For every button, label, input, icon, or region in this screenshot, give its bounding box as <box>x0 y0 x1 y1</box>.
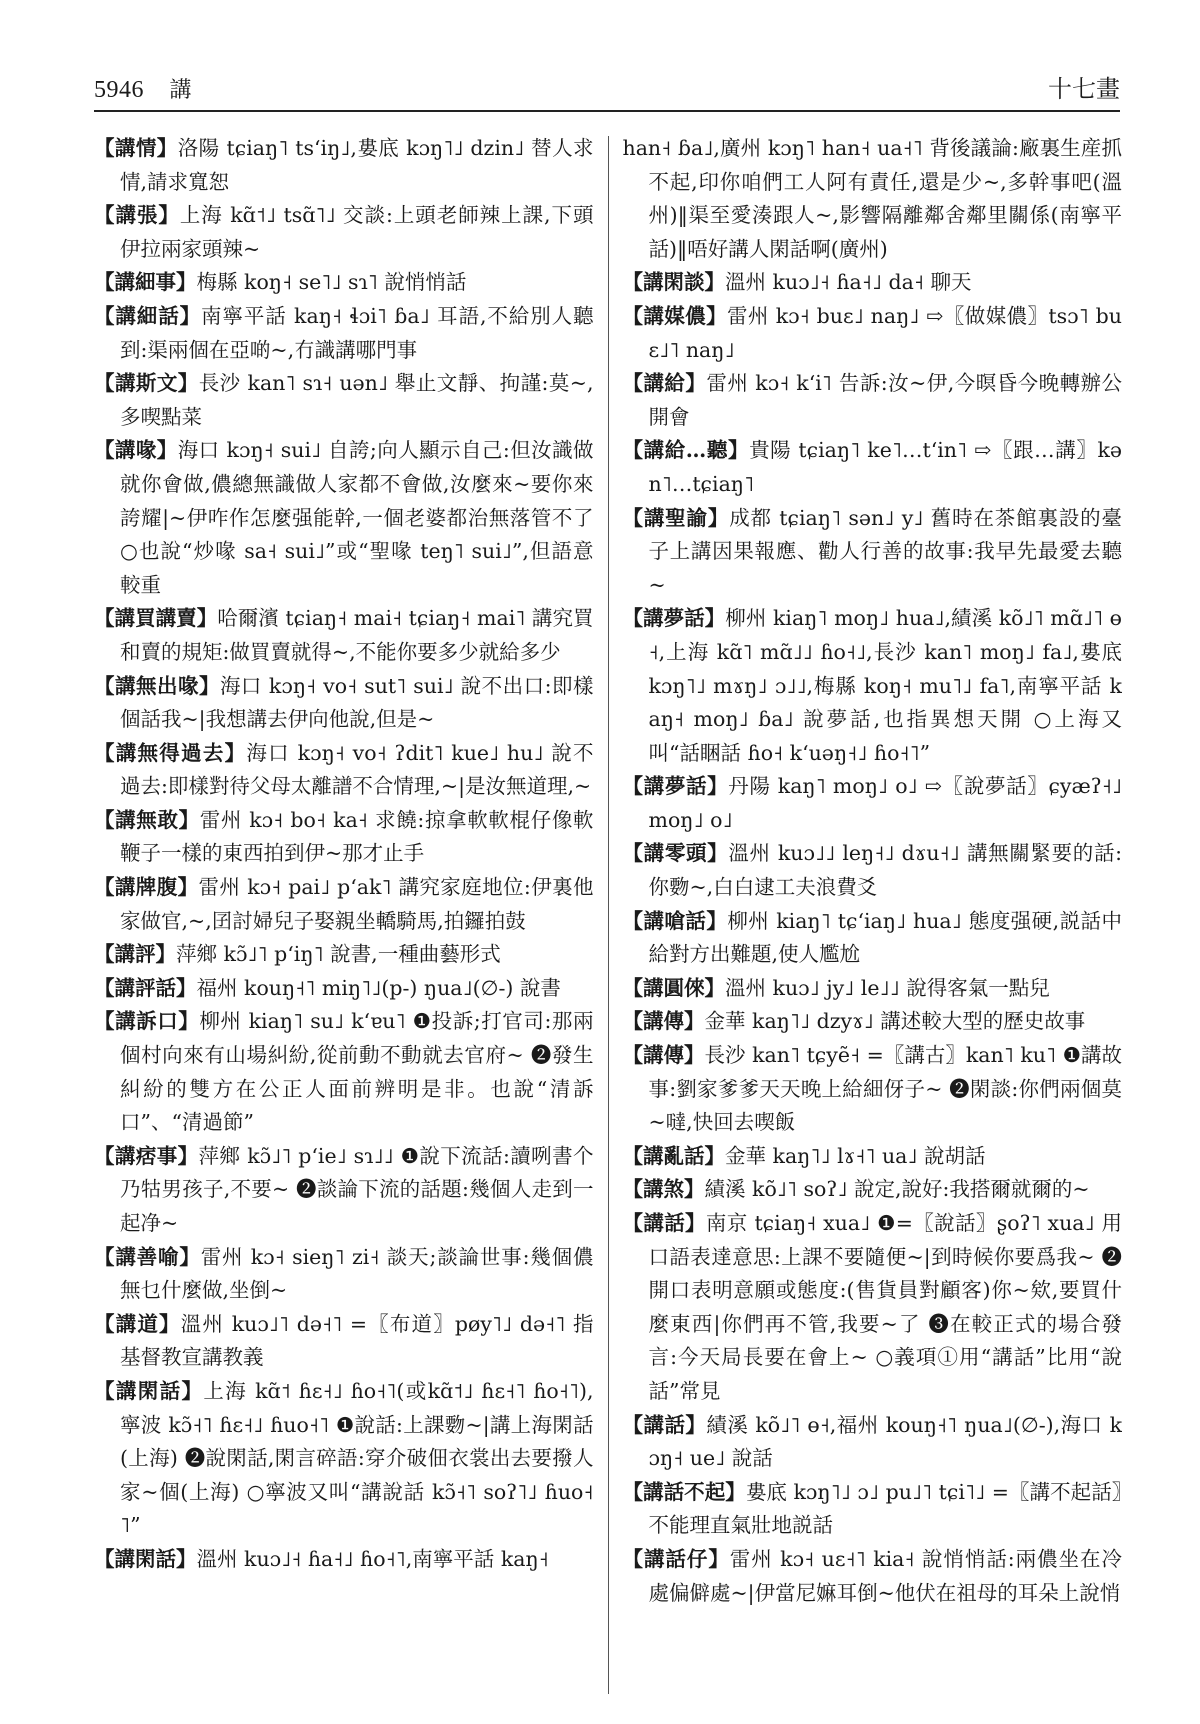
entry-headword: 【講情】 <box>94 136 178 160</box>
dictionary-entry <box>94 1005 594 1139</box>
dictionary-entry <box>623 367 1123 434</box>
entry-headword: 【講給】 <box>622 371 707 396</box>
entry-definition: 南京 tɕiaŋ˧ xua˩ ❶=〖說話〗ʂoʔ˥ xua˩ 用口語表達意思:上課不要隨便~|到時候你要爲我~ ❷開口表明意願或態度:(售貨員對顧客)你~欸,要買什麼東西|你們再不管,我要~了 ❸在較正式的場合發言:今天局長要在會上~ ○義項①用“講話”比用“說話”常見 <box>648 1211 1122 1403</box>
right-column <box>609 132 1123 1704</box>
entry-definition: 貴陽 tɕiaŋ˥ ke˥…tʻin˥ ⇨〖跟…講〗kən˥…tɕiaŋ˥ <box>648 438 1122 496</box>
dictionary-entry <box>623 1543 1123 1610</box>
entry-headword: 【講煞】 <box>622 1177 705 1202</box>
entry-headword: 【講善喻】 <box>94 1244 201 1269</box>
entry-definition: 雷州 kɔ˧ buɛ˩ naŋ˩ ⇨〖做媒儂〗tsɔ˥ buɛ˩˥ naŋ˩ <box>648 303 1122 362</box>
entry-definition: 柳州 kiaŋ˥ moŋ˩ hua˩,績溪 kõ˩˥ mɑ̃˩˥ ɵ˧,上海 kɑ̃˥ mɑ̃˩˩ ɦo˧˩,長沙 kan˥ moŋ˩ fa˩,婁底 kɔŋ˥˩ mɤŋ˩ ɔ˩˩,梅縣 koŋ˧ mu˥˩ fa˥,南寧平話 kaŋ˧ moŋ˩ ɓa˩ 說夢話,也指異想天開 ○上海又叫“話睏話 ɦo˧ kʻuəŋ˧˩ ɦo˧˥” <box>648 606 1122 765</box>
page-header <box>94 70 1120 112</box>
entry-headword: 【講無敢】 <box>94 807 200 832</box>
entry-headword: 【講給…聽】 <box>622 438 750 463</box>
dictionary-entry <box>623 1173 1123 1207</box>
entry-headword: 【講話不起】 <box>622 1479 746 1504</box>
entry-headword: 【講聖諭】 <box>622 505 730 530</box>
entry-definition: 溫州 kuɔ˩˧ ɦa˧˩ ɦo˧˥,南寧平話 kaŋ˧ <box>196 1546 549 1571</box>
entry-definition: 雷州 kɔ˧ pai˩ pʻak˥ 講究家庭地位:伊裏他家做官,~,囝討婦兒子娶親坐轎騎馬,拍鑼拍鼓 <box>120 875 594 933</box>
dictionary-entry <box>94 1543 594 1577</box>
entry-definition: 梅縣 koŋ˧ se˥˩ sɿ˥ 說悄悄話 <box>196 270 467 295</box>
entry-headword: 【講話】 <box>622 1211 706 1235</box>
entry-definition: 成都 tɕiaŋ˥ sən˩ y˩ 舊時在茶館裏設的臺子上講因果報應、勸人行善的故事:我早先最愛去聽~ <box>648 505 1122 597</box>
dictionary-entry <box>94 737 594 804</box>
entry-definition: 上海 kɑ̃˦ ɦɛ˧˩ ɦo˧˥(或kɑ̃˦˩ ɦɛ˧˥ ɦo˧˥),寧波 kɔ̃˧˥ ɦɛ˧˩ ɦuo˧˥ ❶說話:上課覅~|講上海閑話(上海) ❷說閑話,閑言碎語:穿介破佃衣裳出去要撥人家~個(上海) ○寧波又叫“講說話 kɔ̃˧˥ soʔ˥˩ ɦuo˧˥” <box>120 1378 594 1538</box>
dictionary-entry <box>94 1375 594 1543</box>
entry-definition: 金華 kaŋ˥˩ dzyɤ˩ 講述較大型的歷史故事 <box>704 1009 1086 1034</box>
dictionary-entry <box>94 1241 594 1308</box>
entry-definition: 婁底 kɔŋ˥˩ ɔ˩ pu˩˥ tɕi˥˩ =〖講不起話〗不能理直氣壯地説話 <box>648 1479 1122 1538</box>
entry-headword: 【講零頭】 <box>622 841 729 866</box>
dictionary-entry <box>623 300 1123 367</box>
head-character: 講 <box>169 78 193 103</box>
entry-headword: 【講買講賣】 <box>94 606 218 631</box>
entry-headword: 【講細事】 <box>94 270 197 295</box>
entry-headword: 【講評】 <box>94 942 176 967</box>
dictionary-entry <box>94 1308 594 1375</box>
dictionary-entry <box>94 938 594 972</box>
left-column <box>94 132 608 1704</box>
dictionary-entry <box>623 1207 1123 1409</box>
dictionary-entry <box>623 905 1123 972</box>
dictionary-entry <box>623 837 1123 904</box>
entry-headword: 【講亂話】 <box>622 1143 725 1168</box>
entry-headword: 【講閑話】 <box>94 1546 197 1571</box>
dictionary-entry <box>94 434 594 602</box>
entry-definition: 柳州 kiaŋ˥ su˩ kʻɐu˥ ❶投訴;打官司:那兩個村向來有山場糾紛,從前動不動就去官府~ ❷發生糾紛的雙方在公正人面前辨明是非。也說“清訴口”、“清過節” <box>120 1009 594 1135</box>
entry-definition: 金華 kaŋ˥˩ lɤ˧˥ ua˩ 說胡話 <box>725 1143 986 1168</box>
entry-definition: 洛陽 tɕiaŋ˥ tsʻiŋ˩,婁底 kɔŋ˥˩ dzin˩ 替人求情,請求寬恕 <box>120 136 594 194</box>
dictionary-entry <box>94 972 594 1006</box>
dictionary-entry <box>623 602 1123 770</box>
entry-headword: 【講細話】 <box>94 303 202 328</box>
entry-definition: 長沙 kan˥ tɕyẽ˧ =〖講古〗kan˥ ku˥ ❶講故事:劉家爹爹天天晚上給細伢子~ ❷閑談:你們兩個莫~噠,快回去喫飯 <box>648 1043 1122 1135</box>
entry-definition: 丹陽 kaŋ˥ moŋ˩ o˩ ⇨〖說夢話〗ɕyæʔ˧˩ moŋ˩ o˩ <box>648 774 1122 832</box>
dictionary-entry <box>94 1140 594 1241</box>
entry-definition: 萍鄉 kɔ̃˩˥ pʻiŋ˥ 說書,一種曲藝形式 <box>176 942 501 967</box>
entry-definition: 雷州 kɔ˧ bo˧ ka˧ 求饒:掠拿軟軟棍仔像軟鞭子一樣的東西拍到伊~那才止手 <box>120 807 594 866</box>
entry-definition: 海口 kɔŋ˧ vo˧ ʔdit˥ kue˩ hu˩ 說不過去:即樣對待父母太離譜不合情理,~|是汝無道理,~ <box>120 740 594 799</box>
entry-headword: 【講訴口】 <box>94 1009 200 1034</box>
page-number: 5946 <box>94 77 144 103</box>
entry-headword: 【講話仔】 <box>622 1546 730 1571</box>
entry-headword: 【講喙】 <box>94 438 178 463</box>
entry-headword: 【講夢話】 <box>622 774 729 799</box>
entry-definition: 柳州 kiaŋ˥ tɕʻiaŋ˩ hua˩ 態度强硬,説話中給對方出難題,使人尷尬 <box>648 908 1122 967</box>
dictionary-entry <box>94 871 594 938</box>
header-left <box>94 73 192 104</box>
dictionary-entry <box>94 670 594 737</box>
entry-headword: 【講牌腹】 <box>94 875 199 900</box>
entry-headword: 【講無得過去】 <box>94 740 247 765</box>
entry-definition: 海口 kɔŋ˧ vo˧ sut˥ sui˩ 說不出口:即樣個話我~|我想講去伊向他說,但是~ <box>120 673 594 732</box>
dictionary-entry <box>94 367 594 434</box>
dictionary-entry <box>623 266 1123 300</box>
entry-definition: 雷州 kɔ˧ uɛ˧˥ kia˧ 說悄悄話:兩儂坐在冷處偏僻處~|伊當尼嫲耳倒~他伏在祖母的耳朵上說悄 <box>648 1546 1122 1605</box>
entry-headword: 【講斯文】 <box>94 371 199 396</box>
entry-definition: 溫州 kuɔ˩˥ də˧˥ =〖布道〗pøy˥˩ də˧˥ 指基督教宣講教義 <box>120 1311 594 1370</box>
entry-headword: 【講閑談】 <box>622 270 725 295</box>
dictionary-entry <box>623 434 1123 501</box>
dictionary-entry <box>623 132 1123 266</box>
entry-definition: 長沙 kan˥ sɿ˧ uən˩ 舉止文靜、拘謹:莫~,多喫點菜 <box>120 371 594 429</box>
entry-headword: 【講夢話】 <box>622 606 726 631</box>
entry-headword: 【講痞事】 <box>94 1143 199 1168</box>
dictionary-entry <box>623 1409 1123 1476</box>
entry-definition: 哈爾濱 tɕiaŋ˧ mai˧ tɕiaŋ˧ mai˥ 講究買和賣的規矩:做買賣就得~,不能你要多少就給多少 <box>120 606 594 664</box>
entry-definition: 績溪 kõ˩˥ ɵ˧,福州 kouŋ˧˥ ŋua˩(∅-),海口 kɔŋ˧ ue˩ 說話 <box>648 1412 1122 1471</box>
dictionary-entry <box>94 804 594 871</box>
entry-headword: 【講閑話】 <box>94 1378 204 1403</box>
dictionary-entry <box>94 300 594 367</box>
dictionary-entry <box>623 1039 1123 1140</box>
entry-headword: 【講無出喙】 <box>94 673 220 698</box>
entry-definition: 上海 kɑ̃˦˩ tsɑ̃˥˩ 交談:上頭老師辣上課,下頭伊拉兩家頭辣~ <box>120 203 594 261</box>
section-label: 十七畫 <box>1048 75 1120 103</box>
entry-headword: 【講媒儂】 <box>622 303 728 328</box>
entry-definition: 海口 kɔŋ˧ sui˩ 自誇;向人顯示自己:但汝識做就你會做,儂總無識做人家都不會做,汝麼來~要你來誇耀|~伊咋作怎麼强能幹,一個老婆都治無落管不了 ○也說“炒喙 sa˧ sui˩”或“聖喙 teŋ˥ sui˩”,但語意較重 <box>120 438 594 597</box>
entry-definition: 溫州 kuɔ˩˧ ɦa˧˩ da˧ 聊天 <box>725 270 972 295</box>
dictionary-entry <box>94 132 594 199</box>
dictionary-entry <box>623 972 1123 1006</box>
entry-definition: 溫州 kuɔ˩˩ leŋ˧˩ dɤu˧˩ 講無關緊要的話:你覅~,白白逮工夫浪費爻 <box>648 841 1122 900</box>
dictionary-entry <box>623 1005 1123 1039</box>
entry-definition: 南寧平話 kaŋ˧ ɬɔi˥ ɓa˩ 耳語,不給別人聽到:渠兩個在亞啲~,冇識講哪門事 <box>120 303 594 362</box>
dictionary-entry <box>94 602 594 669</box>
entry-headword: 【講話】 <box>622 1412 707 1437</box>
entry-definition: han˧ ɓa˩,廣州 kɔŋ˥ han˧ ua˧˥ 背後議論:廠裏生産抓不起,印你咱們工人阿有責任,還是少~,多幹事吧(溫州)‖渠至愛湊跟人~,影響隔離鄰舍鄰里關係(南寧平話)‖唔好講人閑話啊(廣州) <box>622 136 1122 261</box>
entry-definition: 萍鄉 kɔ̃˩˥ pʻie˩ sɿ˩˩ ❶說下流話:讀咧書个乃牯男孩子,不要~ ❷談論下流的話題:幾個人走到一起净~ <box>120 1143 594 1235</box>
entry-definition: 績溪 kõ˩˥ soʔ˩ 說定,說好:我搭爾就爾的~ <box>704 1177 1090 1202</box>
dictionary-entry <box>623 770 1123 837</box>
entry-definition: 雷州 kɔ˧ kʻi˥ 告訴:汝~伊,今暝昏今晚轉辦公開會 <box>648 371 1122 429</box>
dictionary-entry <box>623 1476 1123 1543</box>
dictionary-body <box>94 132 1122 1704</box>
entry-headword: 【講道】 <box>94 1311 181 1336</box>
entry-headword: 【講圓倈】 <box>622 975 725 1000</box>
entry-headword: 【講評話】 <box>94 975 197 1000</box>
dictionary-entry <box>94 266 594 300</box>
entry-headword: 【講傳】 <box>622 1043 705 1068</box>
entry-headword: 【講嗆話】 <box>622 908 728 933</box>
dictionary-entry <box>623 1140 1123 1174</box>
entry-definition: 溫州 kuɔ˩ jy˩ le˩˩ 說得客氣一點兒 <box>725 975 1050 1000</box>
entry-headword: 【講傳】 <box>622 1009 705 1034</box>
dictionary-entry <box>623 502 1123 603</box>
entry-definition: 雷州 kɔ˧ sieŋ˥ zi˧ 談天;談論世事:幾個儂無乜什麼做,坐倒~ <box>120 1244 594 1303</box>
entry-definition: 福州 kouŋ˧˥ miŋ˥˩(p-) ŋua˩(∅-) 說書 <box>196 975 561 1000</box>
entry-headword: 【講張】 <box>94 203 180 228</box>
dictionary-entry <box>94 199 594 266</box>
